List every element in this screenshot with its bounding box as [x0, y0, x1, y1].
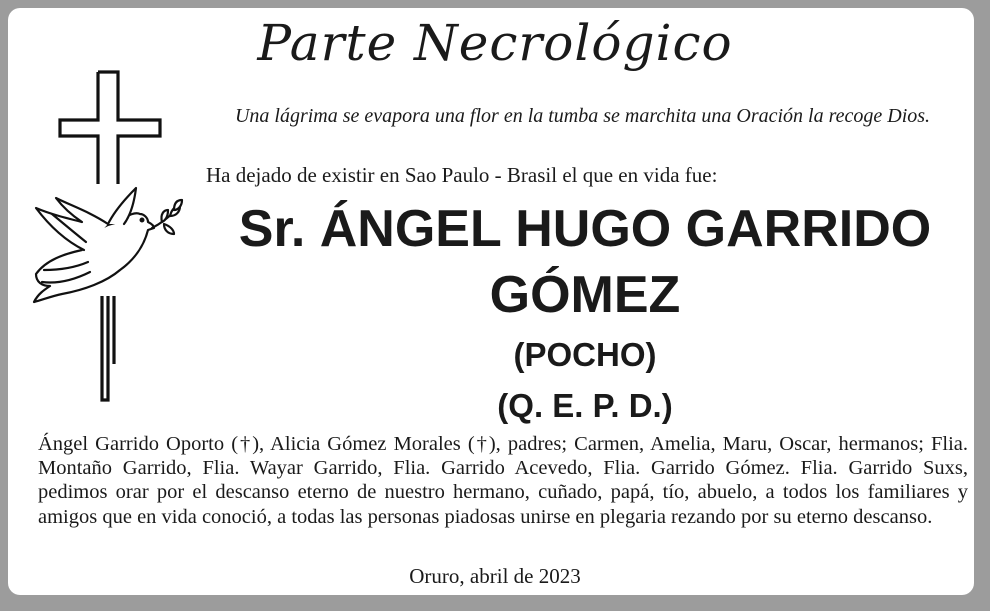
verse-text: Una lágrima se evapora una flor en la tumba se marchita una Oración la recoge Dios.: [234, 105, 931, 127]
place-date: Oruro, abril de 2023: [409, 564, 581, 588]
deceased-name: Sr. ÁNGEL HUGO GARRIDO GÓMEZ: [238, 200, 932, 324]
cross-dove-illustration: [24, 64, 194, 414]
nickname: (POCHO): [513, 336, 657, 373]
dove-icon: [34, 188, 182, 302]
notice-title: Parte Necrológico: [257, 14, 733, 72]
rip-text: (Q. E. P. D.): [497, 387, 673, 424]
intro-text: Ha dejado de existir en Sao Paulo - Brasil el que en vida fue:: [206, 163, 718, 187]
family-message: Ángel Garrido Oporto (†), Alicia Gómez Morales (†), padres; Carmen, Amelia, Maru, Oscar, hermanos; Flia. Montaño Garrido, Flia. Wayar Garrido, Flia. Garrido Acevedo, Flia. Garrido Gómez. Flia. Garrido Suxs, pedimos orar por el descanso eterno de nuestro hermano, cuñado, papá, tío, abuelo, a todos los familiares y amigos que en vida conoció, a todas las personas piadosas unirse en plegaria rezando por su eterno descanso.: [38, 433, 968, 528]
